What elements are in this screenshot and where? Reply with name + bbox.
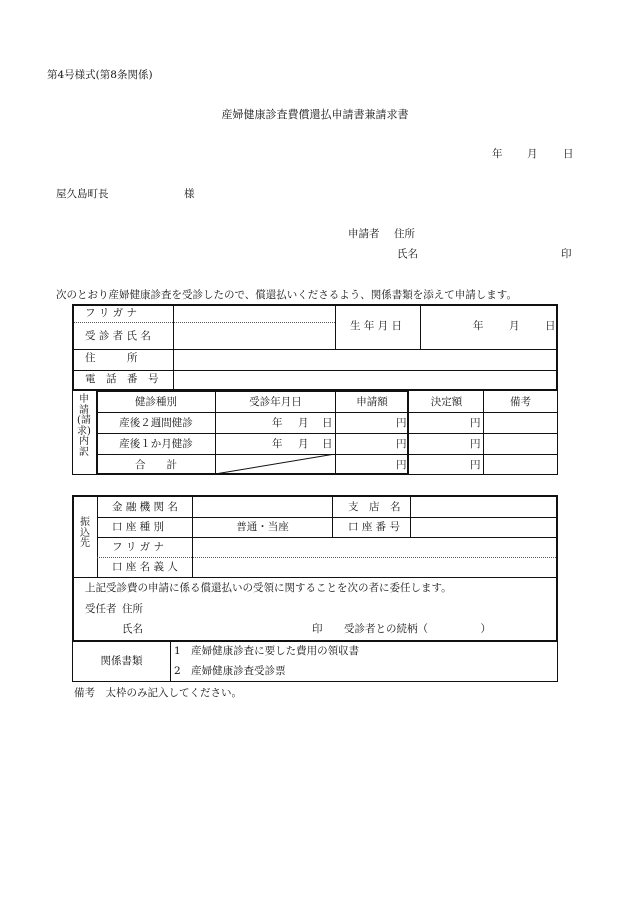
account-number-label: 口 座 番 号 — [348, 521, 401, 533]
account-holder-label: 口 座 名 義 人 — [112, 561, 178, 573]
applicant-name-label: 氏名 — [397, 248, 418, 260]
examinee-name-label: 受 診 者 氏 名 — [85, 330, 151, 342]
delegate-seal: 印 — [312, 623, 323, 635]
date-year-label: 年 — [492, 148, 503, 160]
delegate-label: 受任者 — [85, 603, 117, 615]
furigana-field[interactable] — [178, 308, 333, 320]
account-holder-field[interactable] — [196, 560, 552, 574]
phone-field[interactable] — [178, 373, 553, 389]
breakdown-side-label: 申請(請求)内訳 — [77, 394, 91, 458]
row2-exam-type: 産後１か月健診 — [119, 438, 193, 450]
furigana-label: フ リ ガ ナ — [85, 307, 138, 319]
row1-year: 年 — [272, 417, 283, 429]
institution-field[interactable] — [196, 500, 328, 514]
addressee: 屋久島町長 — [56, 188, 109, 200]
row1-applied-yen: 円 — [396, 417, 407, 429]
row2-year: 年 — [272, 438, 283, 450]
examinee-name-field[interactable] — [178, 326, 333, 346]
birth-day-label: 日 — [545, 320, 556, 332]
remarks-note: 備考 太枠のみ記入してください。 — [74, 687, 242, 699]
col-applied-amount: 申請額 — [356, 396, 388, 408]
document-title: 産婦健康診査費償還払申請書兼請求書 — [221, 108, 409, 121]
birth-year-label: 年 — [473, 320, 484, 332]
total-decided-yen: 円 — [470, 459, 481, 471]
date-month-label: 月 — [527, 148, 538, 160]
account-type-options[interactable]: 普通・当座 — [236, 521, 289, 533]
row2-day: 日 — [322, 438, 333, 450]
honorific: 様 — [184, 188, 195, 200]
date-day-label: 日 — [563, 148, 574, 160]
applicant-seal: 印 — [561, 248, 572, 260]
row1-month: 月 — [298, 417, 309, 429]
row2-month: 月 — [298, 438, 309, 450]
col-remarks: 備考 — [510, 396, 531, 408]
applicant-address-label: 住所 — [394, 228, 415, 240]
col-exam-type: 健診種別 — [135, 396, 177, 408]
delegation-statement: 上記受診費の申請に係る償還払いの受領に関することを次の者に委任します。 — [85, 582, 452, 594]
delegate-address-label: 住所 — [122, 603, 143, 615]
bank-side-label: 振込先 — [80, 517, 90, 549]
account-type-label: 口 座 種 別 — [112, 521, 165, 533]
total-applied-yen: 円 — [396, 459, 407, 471]
related-document-item: 2 産婦健康診査受診票 — [174, 665, 286, 677]
total-label: 合 計 — [135, 459, 177, 471]
holder-furigana-field[interactable] — [196, 540, 552, 554]
delegate-name-label: 氏名 — [122, 623, 143, 635]
address-label: 住 所 — [85, 352, 138, 364]
address-field[interactable] — [178, 352, 553, 368]
holder-furigana-label: フ リ ガ ナ — [112, 541, 165, 553]
col-decided-amount: 決定額 — [430, 396, 463, 408]
row1-day: 日 — [322, 417, 333, 429]
branch-label: 支 店 名 — [348, 501, 401, 513]
phone-label: 電 話 番 号 — [85, 373, 159, 385]
institution-label: 金 融 機 関 名 — [112, 501, 178, 513]
delegate-relation: 受診者との続柄（ ） — [344, 623, 491, 635]
row1-exam-type: 産後２週間健診 — [119, 417, 193, 429]
application-statement: 次のとおり産婦健康診査を受診したので、償還払いくださるよう、関係書類を添えて申請します。 — [56, 289, 517, 301]
related-document-item: 1 産婦健康診査に要した費用の領収書 — [174, 645, 360, 657]
row1-decided-yen: 円 — [470, 417, 481, 429]
birth-month-label: 月 — [509, 320, 520, 332]
applicant-label: 申請者 — [348, 228, 380, 240]
col-exam-date: 受診年月日 — [249, 396, 302, 408]
related-documents-label: 関係書類 — [100, 655, 143, 667]
birthdate-label: 生 年 月 日 — [350, 320, 403, 332]
row2-decided-yen: 円 — [470, 438, 481, 450]
total-date-diagonal — [215, 454, 335, 474]
account-number-field[interactable] — [414, 520, 552, 534]
branch-field[interactable] — [414, 500, 552, 514]
form-number: 第4号様式(第8条関係) — [47, 69, 153, 81]
row2-applied-yen: 円 — [396, 438, 407, 450]
